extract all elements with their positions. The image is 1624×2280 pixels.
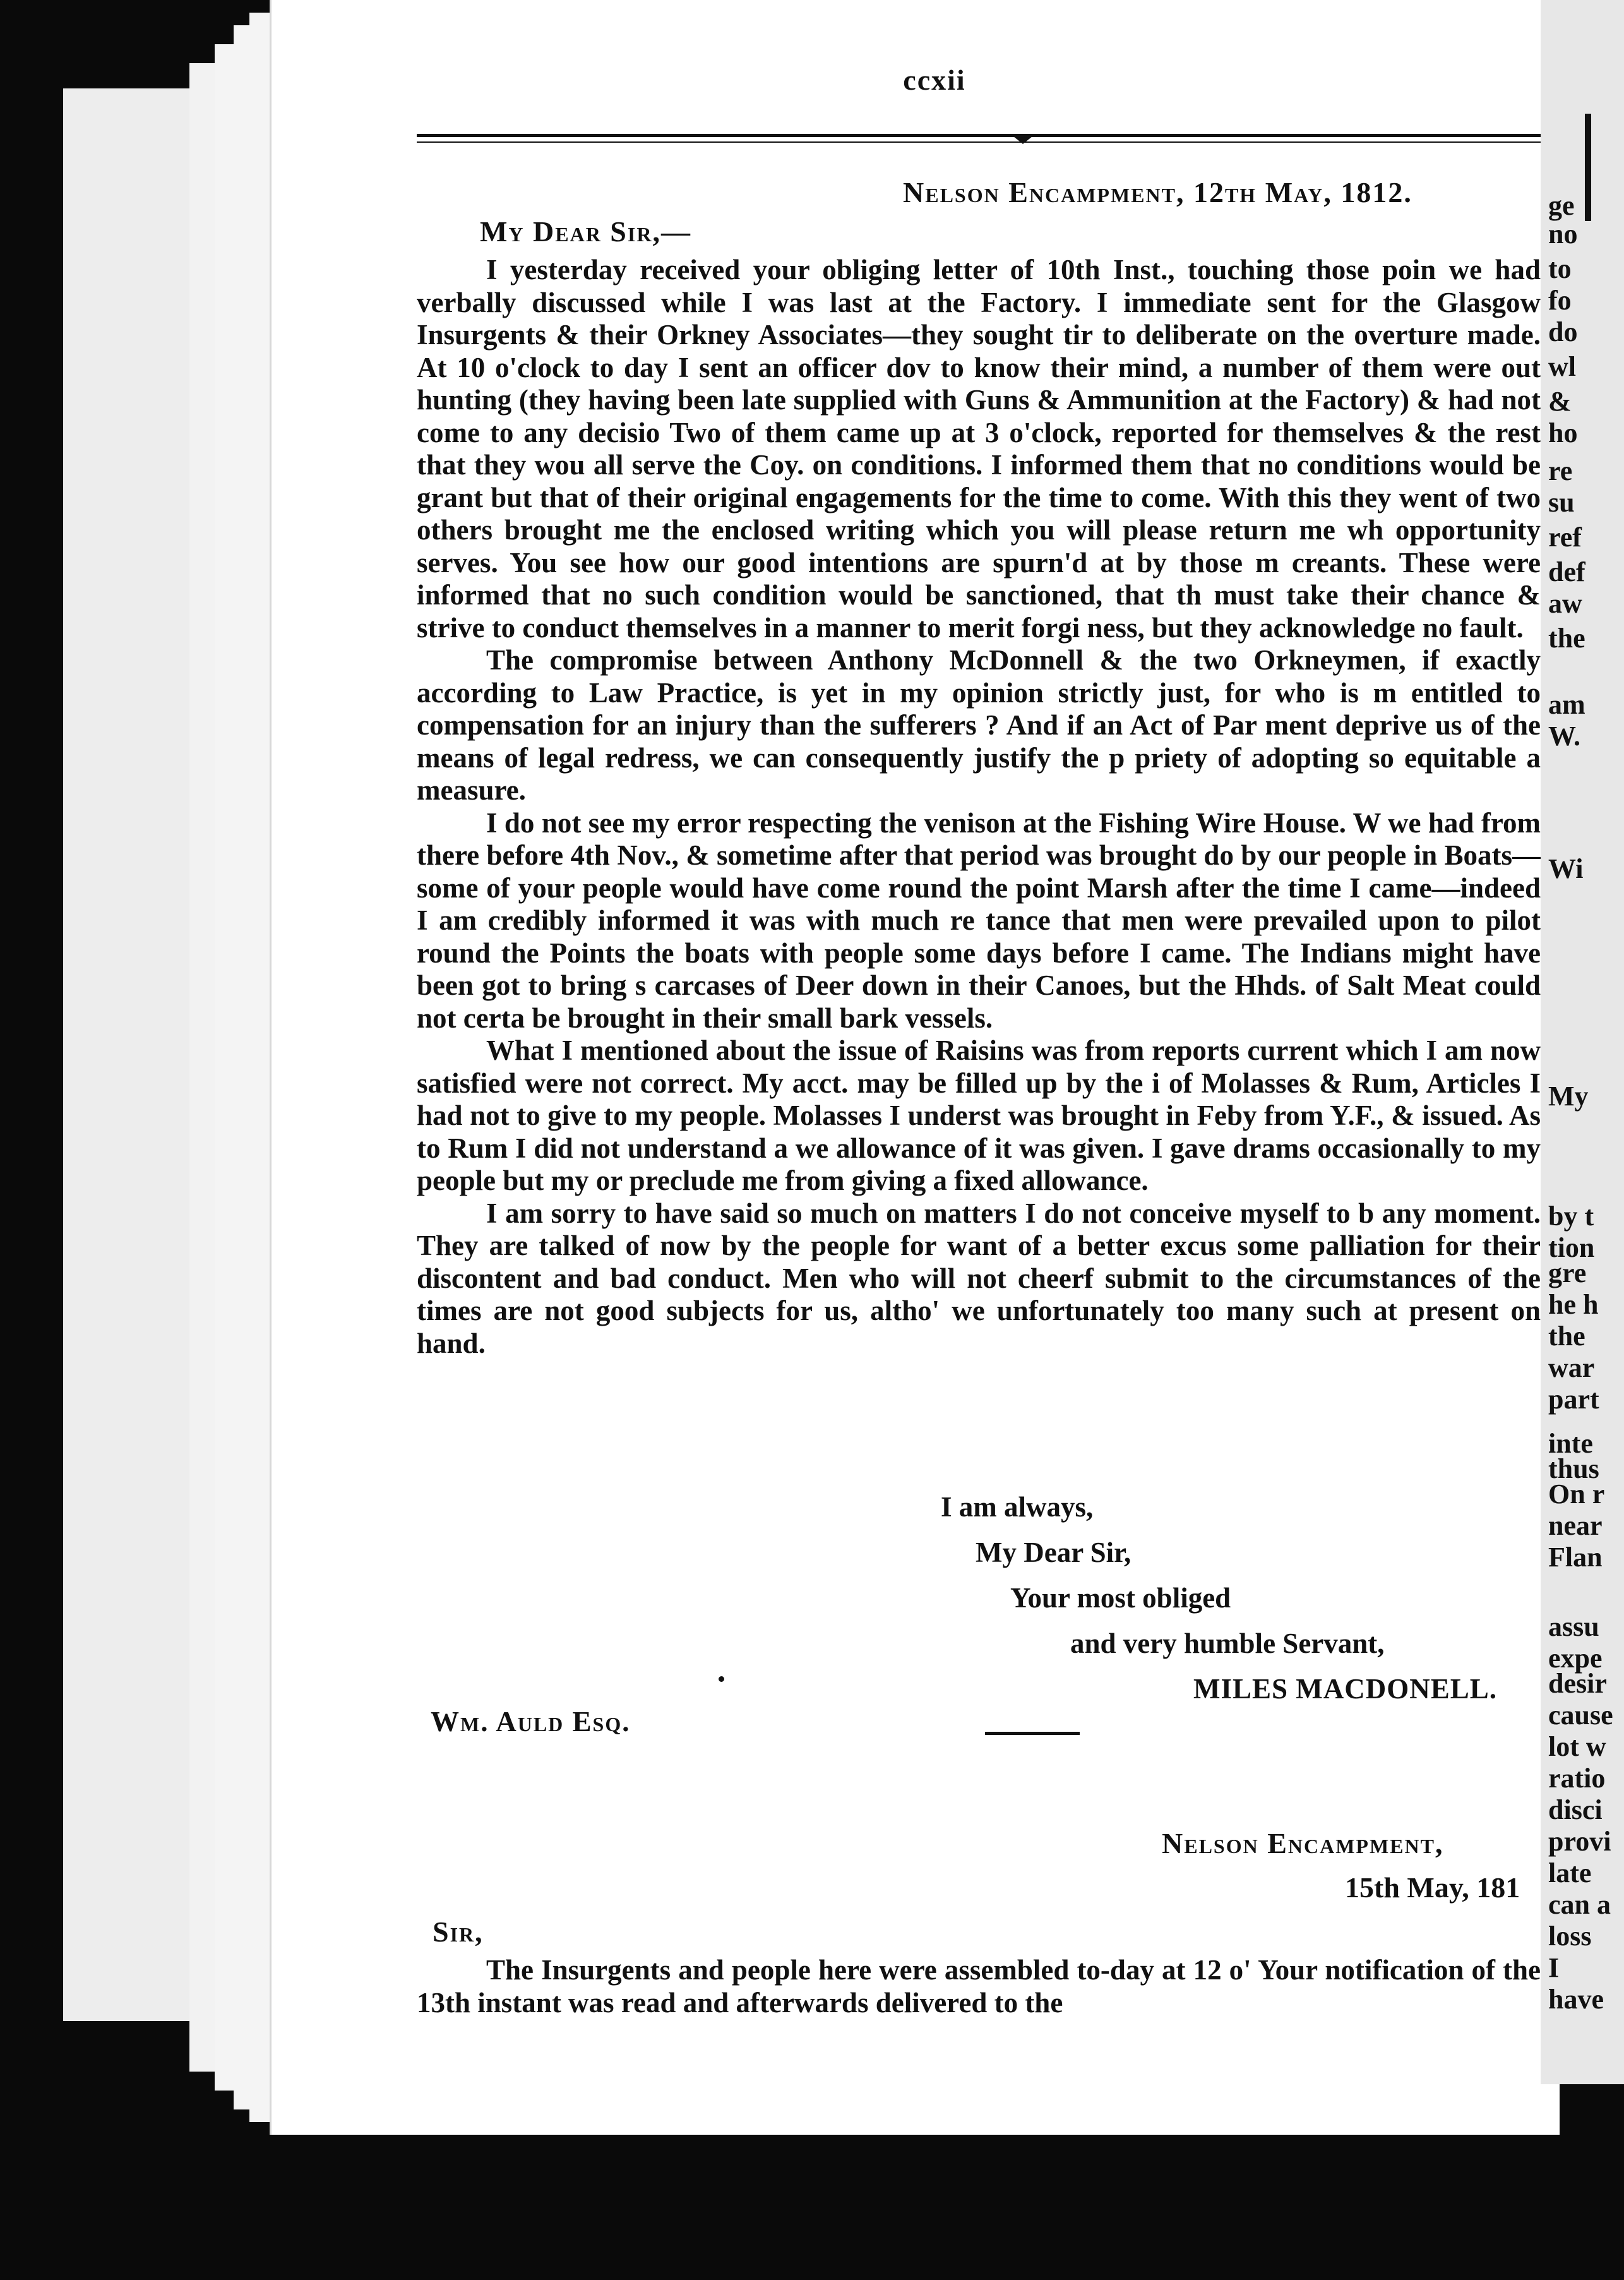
facing-page-fragment: war (1548, 1352, 1595, 1383)
facing-page-fragment: the (1548, 1321, 1585, 1352)
rule-ornament (1010, 134, 1036, 145)
paragraph: The Insurgents and people here were assembled to-day at 12 o' Your notification of the 13th instant was read and afterwards delivered to the (417, 1954, 1541, 2019)
facing-page-fragment: expe (1548, 1643, 1603, 1674)
paragraph: The compromise between Anthony McDonnell & the two Orkneymen, if exactly according to Law Practice, is yet in my opinion strictly just, for who is m entitled to compensation for an injury than the sufferers ? And if an Act of Par ment deprive us of the means of legal redress, we can consequently justify the p priety of adopting so equitable a measure. (417, 644, 1541, 806)
facing-page-fragment: fo (1548, 285, 1572, 316)
facing-page-fragment: assu (1548, 1611, 1599, 1642)
facing-page-fragment: tion (1548, 1232, 1595, 1263)
facing-page-fragment: he h (1548, 1289, 1599, 1320)
facing-page-fragment: near (1548, 1510, 1603, 1541)
facing-page-fragment: Flan (1548, 1542, 1603, 1573)
facing-page-fragment: wl (1548, 351, 1576, 382)
paragraph: I am sorry to have said so much on matters I do not conceive myself to b any moment. They are talked of now by the people for want of a better excus some palliation for their discontent and bad conduct. Men who will not cheerf submit to the circumstances of the times are not good subjects for us, altho' we unfortunately too many such at present on hand. (417, 1197, 1541, 1359)
facing-page-fragment: to (1548, 253, 1572, 284)
facing-page-fragment: ho (1548, 417, 1578, 448)
paragraph: I do not see my error respecting the venison at the Fishing Wire House. W we had from there before 4th Nov., & sometime after that period was brought do by our people in Boats—some of your people would have come round the point Marsh after the time I came—indeed I am credibly informed it was with much re tance that men were prevailed upon to pilot round the Points the boats with people some days before I came. The Indians might have been got to bring s carcases of Deer down in their Canoes, but the Hhds. of Salt Meat could not certa be brought in their small bark vessels. (417, 807, 1541, 1034)
facing-page-fragment: by t (1548, 1201, 1594, 1232)
closing-line: My Dear Sir, (976, 1537, 1131, 1568)
page-number: ccxii (903, 64, 966, 96)
facing-page-fragment: lot w (1548, 1731, 1606, 1762)
paragraph: I yesterday received your obliging letter of 10th Inst., touching those poin we had verbally discussed while I was last at the Factory. I immediate sent for the Glasgow Insurgents & their Orkney Associates—they sought tir to deliberate on the overture made. At 10 o'clock to day I sent an officer dov to know their mind, a number of them were out hunting (they having been late supplied with Guns & Ammunition at the Factory) & had not come to any decisio Two of them came up at 3 o'clock, reported for themselves & the rest that they wou all serve the Coy. on conditions. I informed them that no conditions would be grant but that of their original engagements for the time to come. With this they went of two others brought me the enclosed writing which you will please return me wh opportunity serves. You see how our good intentions are spurn'd at by those m creants. These were informed that no such condition would be sanctioned, that th must take their chance & strive to conduct themselves in a manner to merit forgi ness, but they acknowledge no fault. (417, 254, 1541, 644)
section-divider (985, 1732, 1080, 1735)
book-page (272, 0, 1560, 2135)
header-rule-thin (417, 141, 1591, 143)
facing-page-mark (1585, 114, 1591, 221)
facing-page-fragment: inte (1548, 1428, 1593, 1459)
facing-page-fragment: ref (1548, 522, 1582, 553)
facing-page-fragment: can a (1548, 1889, 1611, 1920)
facing-page-fragment: provi (1548, 1826, 1611, 1857)
facing-page-fragment: late (1548, 1857, 1592, 1888)
signature: MILES MACDONELL. (1193, 1673, 1498, 1705)
closing-line: Your most obliged (1010, 1582, 1231, 1614)
facing-page-fragment: Wi (1548, 853, 1584, 884)
facing-page-fragment: cause (1548, 1700, 1613, 1731)
facing-page-fragment: do (1548, 316, 1578, 347)
facing-page-fragment: have (1548, 1984, 1604, 2015)
facing-page-fragment: disci (1548, 1794, 1603, 1825)
facing-page-fragment: def (1548, 556, 1585, 587)
facing-page-fragment: W. (1548, 721, 1580, 752)
letter2-place: Nelson Encampment, (1162, 1827, 1444, 1859)
ink-dot (719, 1676, 724, 1682)
letter2-date: 15th May, 181 (1345, 1871, 1520, 1904)
letter2-body (417, 1954, 1541, 2019)
letter-place-date: Nelson Encampment, 12th May, 1812. (903, 176, 1412, 208)
letter2-salutation: Sir, (433, 1916, 484, 1948)
closing-line: and very humble Servant, (1070, 1628, 1385, 1659)
facing-page-fragment: & (1548, 386, 1572, 417)
facing-page-fragment: desir (1548, 1668, 1607, 1699)
facing-page-fragment: aw (1548, 588, 1582, 619)
facing-page-fragment: the (1548, 623, 1585, 654)
header-rule (417, 134, 1591, 137)
facing-page-fragment: am (1548, 689, 1585, 720)
facing-page-fragment: no (1548, 219, 1578, 249)
facing-page-fragment: ratio (1548, 1763, 1606, 1794)
facing-page-fragment: re (1548, 455, 1573, 486)
facing-page-fragment: su (1548, 487, 1575, 518)
letter-salutation: My Dear Sir,— (480, 215, 691, 248)
closing-line: I am always, (941, 1491, 1094, 1523)
facing-page-fragment: ge (1548, 190, 1575, 221)
letter-body (417, 254, 1541, 1360)
facing-page-fragment: thus (1548, 1453, 1599, 1484)
facing-page-fragment: My (1548, 1081, 1589, 1112)
facing-page (1541, 0, 1624, 2084)
facing-page-fragment: loss (1548, 1921, 1592, 1952)
facing-page-fragment: gre (1548, 1257, 1587, 1288)
facing-page-fragment: part (1548, 1384, 1599, 1415)
paragraph: What I mentioned about the issue of Raisins was from reports current which I am now satisfied were not correct. My acct. may be filled up by the i of Molasses & Rum, Articles I had not to give to my people. Molasses I underst was brought in Feby from Y.F., & issued. As to Rum I did not understand a we allowance of it was given. I gave drams occasionally to my people but my or preclude me from giving a fixed allowance. (417, 1035, 1541, 1196)
facing-page-fragment: On r (1548, 1479, 1605, 1509)
facing-page-fragment: I (1548, 1952, 1560, 1983)
addressee: Wm. Auld Esq. (431, 1706, 631, 1737)
